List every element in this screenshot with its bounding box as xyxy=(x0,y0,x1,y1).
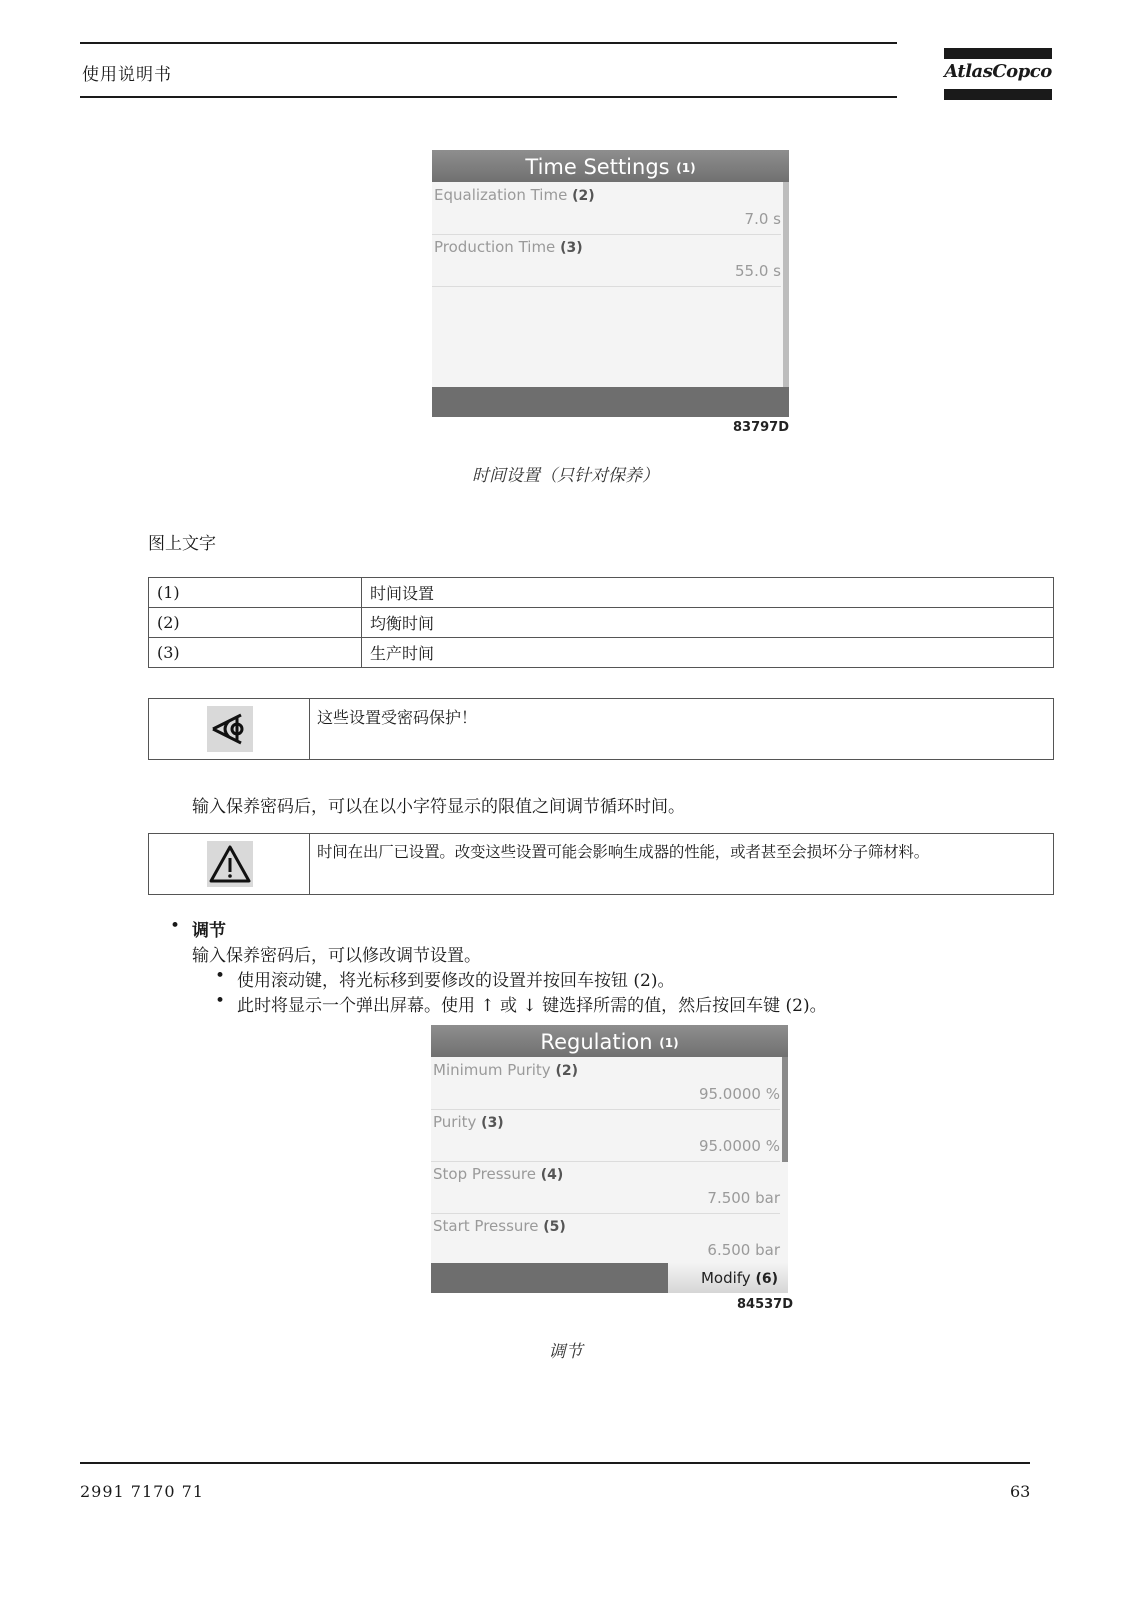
bullet: • xyxy=(215,991,226,1011)
warning-triangle-icon xyxy=(207,841,253,887)
modify-button[interactable]: Modify (6) xyxy=(668,1263,788,1293)
section-heading-regulation: 调节 xyxy=(192,921,226,941)
footer-rule xyxy=(80,1462,1030,1464)
screen-row-start-pressure[interactable]: Start Pressure (5) 6.500 bar xyxy=(431,1213,780,1266)
paragraph-cycle-time: 输入保养密码后，可以在以小字符显示的限值之间调节循环时间。 xyxy=(192,797,685,817)
screen-row-production-time[interactable]: Production Time (3) 55.0 s xyxy=(432,234,781,287)
page-number: 63 xyxy=(1010,1482,1031,1501)
note-text: 这些设置受密码保护！ xyxy=(317,708,478,727)
note-text: 时间在出厂已设置。改变这些设置可能会影响生成器的性能，或者甚至会损坏分子筛材料。 xyxy=(317,843,930,861)
screen-title: Regulation (1) xyxy=(431,1025,788,1057)
table-row: (3) 生产时间 xyxy=(149,638,1054,668)
eye-icon xyxy=(207,706,253,752)
legend-table xyxy=(148,577,1054,668)
legend-heading: 图上文字 xyxy=(148,534,216,554)
document-number: 2991 7170 71 xyxy=(80,1482,204,1501)
figure-caption: 调节 xyxy=(548,1342,583,1362)
scrollbar[interactable] xyxy=(783,182,789,387)
table-row: (1) 时间设置 xyxy=(149,578,1054,608)
step-2: 此时将显示一个弹出屏幕。使用 ↑ 或 ↓ 键选择所需的值，然后按回车键 (2)。 xyxy=(237,996,827,1016)
figure-code: 84537D xyxy=(737,1297,794,1312)
note-warning xyxy=(148,833,1054,895)
screen-row-equalization-time[interactable]: Equalization Time (2) 7.0 s xyxy=(432,182,781,235)
screen-row-stop-pressure[interactable]: Stop Pressure (4) 7.500 bar xyxy=(431,1161,780,1214)
paragraph-regulation-intro: 输入保养密码后，可以修改调节设置。 xyxy=(192,946,481,966)
manual-title: 使用说明书 xyxy=(82,65,172,85)
screen-row-minimum-purity[interactable]: Minimum Purity (2) 95.0000 % xyxy=(431,1057,780,1110)
bullet: • xyxy=(215,966,226,986)
screen-title: Time Settings (1) xyxy=(432,150,789,182)
table-row: (2) 均衡时间 xyxy=(149,608,1054,638)
bullet: • xyxy=(170,916,181,936)
figure-code: 83797D xyxy=(733,420,790,435)
note-password-protected xyxy=(148,698,1054,760)
regulation-screen xyxy=(431,1025,788,1293)
scrollbar[interactable] xyxy=(782,1057,788,1162)
logo-text: AtlasCopco xyxy=(944,61,1052,82)
screen-footer-bar xyxy=(432,387,789,417)
screen-row-purity[interactable]: Purity (3) 95.0000 % xyxy=(431,1109,780,1162)
header-top-rule xyxy=(80,42,897,44)
step-1: 使用滚动键，将光标移到要修改的设置并按回车按钮 (2)。 xyxy=(237,971,675,991)
atlas-copco-logo xyxy=(944,48,1052,100)
time-settings-screen xyxy=(432,150,789,417)
header-bottom-rule xyxy=(80,96,897,98)
figure-caption: 时间设置（只针对保养） xyxy=(472,466,659,486)
